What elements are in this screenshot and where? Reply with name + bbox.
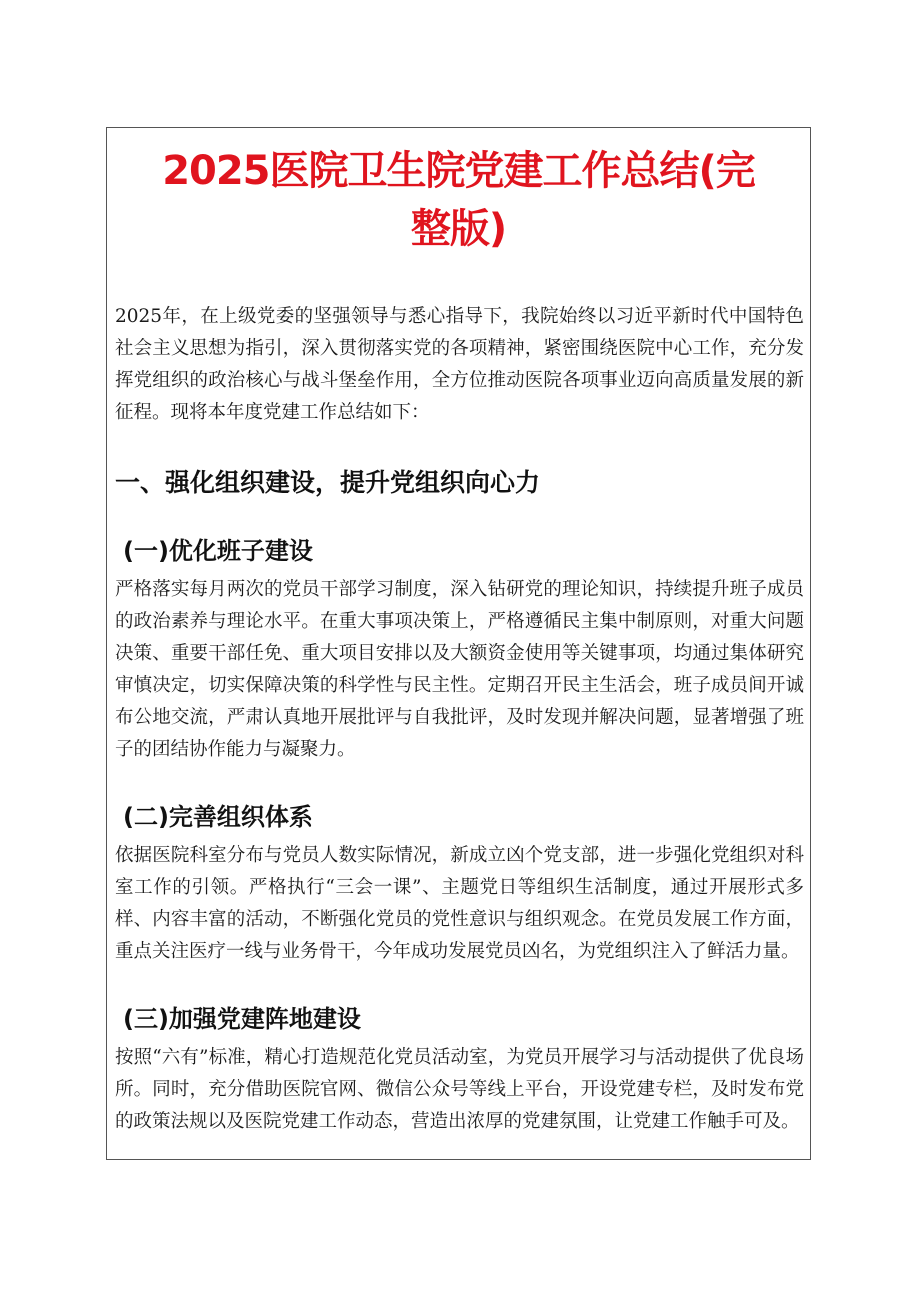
subsection-1-paragraph: 严格落实每月两次的党员干部学习制度，深入钻研党的理论知识，持续提升班子成员的政治素养与理论水平。在重大事项决策上，严格遵循民主集中制原则，对重大问题决策、重要干部任免、重大项目安排以及大额资金使用等关键事项，均通过集体研究审慎决定，切实保障决策的科学性与民主性。定期召开民主生活会，班子成员间开诚布公地交流，严肃认真地开展批评与自我批评，及时发现并解决问题，显著增强了班子的团结协作能力与凝聚力。	[115, 579, 804, 760]
subsection-3-heading: (三)加强党建阵地建设	[123, 1005, 361, 1033]
document-title-line2: 整版)	[410, 206, 507, 252]
document-page	[106, 127, 811, 1160]
section-1-heading: 一、强化组织建设，提升党组织向心力	[115, 468, 541, 497]
document-title-line1: 2025医院卫生院党建工作总结(完	[162, 148, 755, 194]
subsection-1-heading: (一)优化班子建设	[123, 537, 313, 565]
subsection-2-heading: (二)完善组织体系	[123, 803, 313, 831]
subsection-3-paragraph: 按照“六有”标准，精心打造规范化党员活动室，为党员开展学习与活动提供了优良场所。同时，充分借助医院官网、微信公众号等线上平台，开设党建专栏，及时发布党的政策法规以及医院党建工作动态，营造出浓厚的党建氛围，让党建工作触手可及。	[115, 1047, 804, 1132]
intro-paragraph: 2025年，在上级党委的坚强领导与悉心指导下，我院始终以习近平新时代中国特色社会主义思想为指引，深入贯彻落实党的各项精神，紧密围绕医院中心工作，充分发挥党组织的政治核心与战斗堡垒作用，全方位推动医院各项事业迈向高质量发展的新征程。现将本年度党建工作总结如下：	[115, 306, 804, 423]
subsection-2-paragraph: 依据医院科室分布与党员人数实际情况，新成立凶个党支部，进一步强化党组织对科室工作的引领。严格执行“三会一课”、主题党日等组织生活制度，通过开展形式多样、内容丰富的活动，不断强化党员的党性意识与组织观念。在党员发展工作方面，重点关注医疗一线与业务骨干，今年成功发展党员凶名，为党组织注入了鲜活力量。	[115, 845, 804, 962]
document-title	[107, 142, 810, 258]
